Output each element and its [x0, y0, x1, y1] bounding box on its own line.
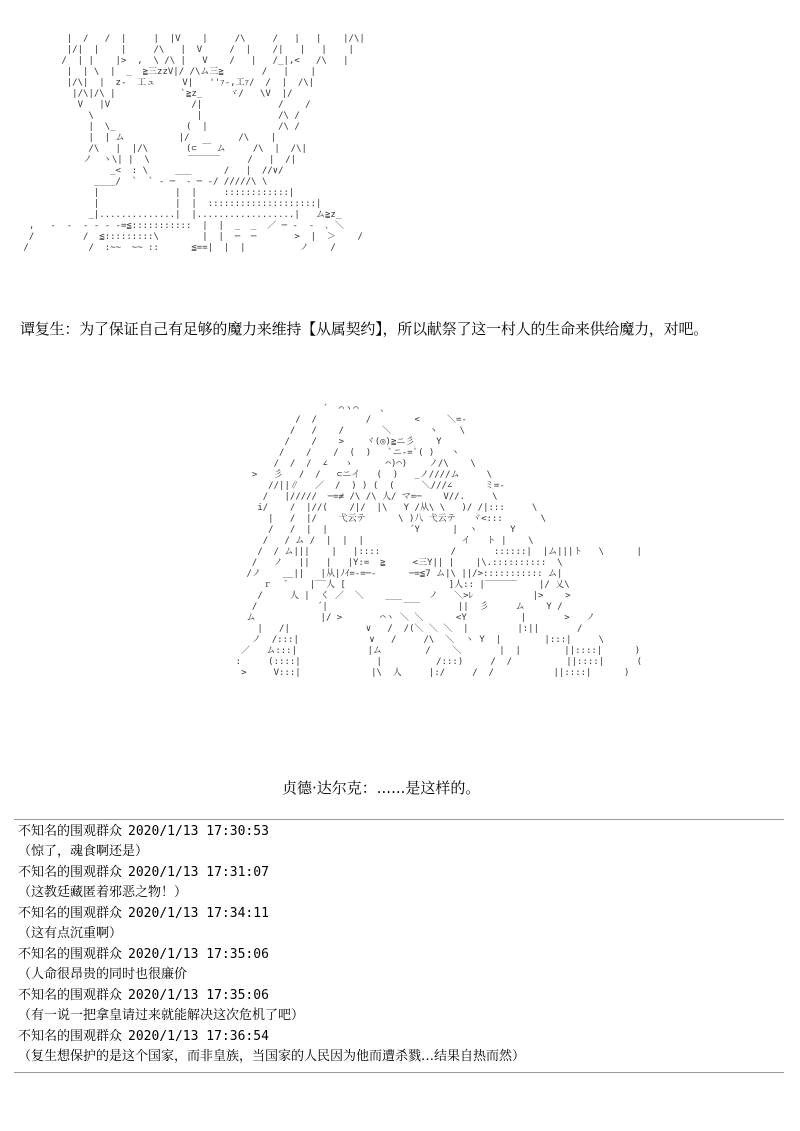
comments-bottom-divider [14, 1072, 784, 1073]
comment-text: （这有点沉重啊） [18, 926, 123, 941]
comment-timestamp: 2020/1/13 17:36:54 [128, 1029, 269, 1044]
comment-author: 不知名的围观群众 [18, 1029, 123, 1044]
comment-item [18, 863, 784, 904]
comment-header [18, 822, 784, 842]
comment-text: （惊了，魂食啊还是） [18, 844, 149, 859]
ascii-art-character-top: | / / | | |V | /\ / | | |/\| |/| | | /\ | V / | /| | | | / | | |> , \ /\ | V / | /_|,< /\ | | | \ | _ ≧三zzV|/ /\ム三≧ / | | |/\| | z- 工ュ V| ''ｧ-,工ｧ/ / | /\| |/\|/\ | `≧z_ ヾ/ \V |/ V |V /| / / \ | /\ / | \_ ( | /\ / | | ム |/ /\ | /\ | |/\ (⊂ ￣ ム /\ | /\| ノ ヽ\| | \ ‾‾‾‾‾‾ / | /| _< : \ ___ / | //∨/ ____/ ` ` ‐ ─ ‐ ─ ‐/ /////\ \ | | | ::::::::::::| | | | ::::::::::::::::::::| _|..............| |..................| ム≧z_ , - - - ‐ ‐ ‐=≦::::::::::: | | _ _ ／ ─ - - ､ ＼ / / ≦:::::::::\ | | ─ ─ > | ＞ / / / :~~ ~~ :: ≦==| | | ノ / [23, 34, 365, 253]
comment-item [18, 945, 784, 986]
comment-header [18, 904, 784, 924]
comment-author: 不知名的围观群众 [18, 824, 123, 839]
dialogue-line-tan-fusheng: 谭复生：为了保证自己有足够的魔力来维持【从属契约】，所以献祭了这一村人的生命来供给魔力，对吧。 [20, 320, 709, 338]
comment-text: （人命很昂贵的同时也很廉价 [18, 967, 188, 982]
comment-timestamp: 2020/1/13 17:35:06 [128, 988, 269, 1003]
comment-author: 不知名的围观群众 [18, 988, 123, 1003]
comment-item [18, 822, 784, 863]
comment-timestamp: 2020/1/13 17:30:53 [128, 824, 269, 839]
comment-text: （这教廷藏匿着邪恶之物！） [18, 885, 188, 900]
comment-item [18, 904, 784, 945]
comment-author: 不知名的围观群众 [18, 947, 123, 962]
comment-timestamp: 2020/1/13 17:31:07 [128, 865, 269, 880]
comment-text: （复生想保护的是这个国家，而非皇族，当国家的人民因为他而遭杀戮…结果自热而然） [18, 1049, 526, 1064]
comments-top-divider [14, 819, 784, 820]
dialogue-line-jeanne: 贞德·达尔克：......是这样的。 [282, 779, 481, 797]
comment-author: 不知名的围观群众 [18, 865, 123, 880]
comment-header [18, 863, 784, 883]
comment-timestamp: 2020/1/13 17:34:11 [128, 906, 269, 921]
comment-item [18, 1027, 784, 1068]
comment-header [18, 945, 784, 965]
comment-timestamp: 2020/1/13 17:35:06 [128, 947, 269, 962]
comment-header [18, 986, 784, 1006]
ascii-art-character-bottom: ´ ⌒ヽ⌒ 、 / / / < ＼=- / / / ＼ ヽ \ / / > ヾ(◎)≧ニ彡 Y / / / ( ) `ニ-=`( ) ヽ / / / ∠ ゝ ⌒)⌒) ノ/\ \ > 彡 / / ⊂ニイ ( ) _ノ////ム \ //||∥ ／ / ) ) ( ( ＼///∠ ミ=- / |///// ─=≠ /\ /\ 人/ マ=─ V//. \ i/ / |//( /|/ |\ Y /从\ \ )/ /|::: \ | / |/ 弋云テ \ )八 弋云テ ヾ<::: \ / / | | ´Y | ヽ Y / / ム / | | | イ ト | \ / / ム||| | |:::: / ::::::| |ム|||ト \ | / ノ || | |Y:= ≧ <三Y|| | |\.:::::::::: \ /ノ __|| |从|ﾉｲ=-=─‐ ─=≦7 ム|\ ||/>::::::::::: ム| ｒ ´ |‾‾人 [ ]人:: |‾‾‾‾‾‾ |/ 乂\ / 人 | く ／ ＼ ___ ノ ＼>ﾚ |> > / ´| ‾‾‾ || 彡 ム Y / ム |/ > ⌒ヽ ＼ ＼ <Y | > ノ | /| ∨ / /(＼ ＼ ＼ | |:|| / ノ /:::| ∨ / /\ ＼ ヽ Y | |:::| \ ／ ム:::| |ム / ＼ | | ||::::| ) : (::::| | /:::) / / ||::::| ( > V:::| |\ 人 |:/ / / ||::::| ) [235, 404, 643, 678]
comment-author: 不知名的围观群众 [18, 906, 123, 921]
comment-item [18, 986, 784, 1027]
comment-header [18, 1027, 784, 1047]
comment-list [18, 822, 784, 1068]
comment-text: （有一说一把拿皇请过来就能解决这次危机了吧） [18, 1008, 305, 1023]
